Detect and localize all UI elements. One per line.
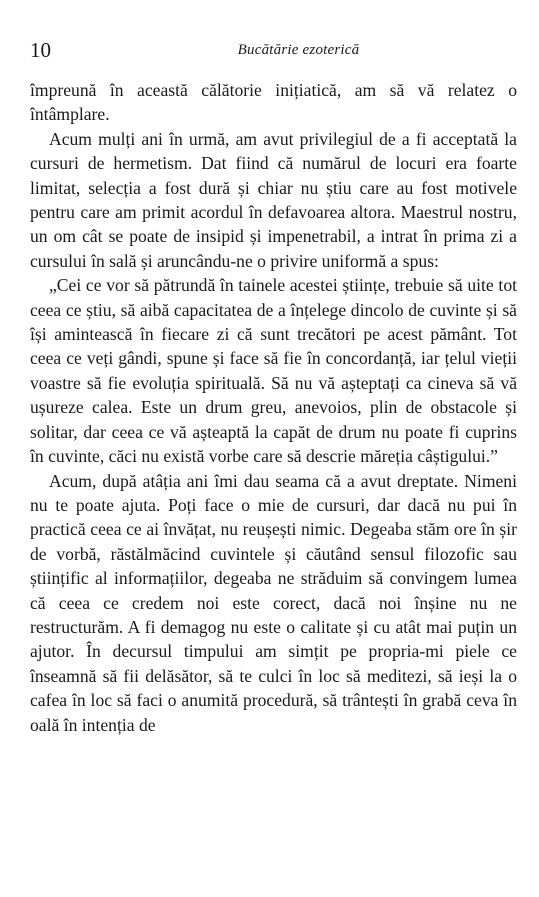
- paragraph-continued: împreună în această călătorie inițiatică, am să vă relatez o întâmplare.: [30, 80, 517, 125]
- book-title: Bucătărie ezoterică: [237, 42, 360, 58]
- paragraph: Acum, după atâția ani îmi dau seama că a avut dreptate. Nimeni nu te poate ajuta. Poți face o mie de cursuri, dar dacă nu pui în practică ceea ce ai învățat, nu reușești nimic. Degeaba stăm ore în șir de vorbă, răstălmăcind cuvintele și căutând sensul filozofic sau științific al informațiilor, degeaba ne străduim să convingem lumea că ceea ce credem noi este corect, dacă noi înșine nu ne restructurăm. A fi demagog nu este o calitate și cu atât mai puțin un ajutor. În decursul timpului am simțit pe propria-mi piele ce înseamnă să fii delăsător, să te culci în loc să meditezi, să ieși la o cafea în loc să faci o anumită procedură, să trântești în grabă ceva în oală în intenția de: [30, 470, 517, 735]
- page-number: 10: [30, 38, 51, 62]
- body-text: [30, 78, 517, 737]
- book-page: [30, 38, 517, 737]
- paragraph: Acum mulți ani în urmă, am avut privilegiul de a fi acceptată la cursuri de hermetism. Dat fiind că numărul de locuri era foarte limitat, selecția a fost dură și chiar nu știu care au fost motivele pentru care am primit acordul în defavoarea altora. Maestrul nostru, un om cât se poate de insipid și impenetrabil, a intrat în prima zi a cursului în sală și aruncându-ne o privire uniformă a spus:: [30, 128, 517, 271]
- running-header: [30, 38, 517, 68]
- paragraph-quote: „Cei ce vor să pătrundă în tainele acestei științe, trebuie să uite tot ceea ce știu, să aibă capacitatea de a înțelege dincolo de cuvinte și să își amintească în fiecare zi că sunt trecători pe acest pământ. Tot ceea ce veți gândi, spune și face să fie în concordanță, iar țelul vieții voastre să fie evoluția spirituală. Să nu vă așteptați ca cineva să vă ușureze calea. Este un drum greu, anevoios, plin de obstacole și solitar, dar ceea ce vă așteaptă la capăt de drum nu poate fi cuprins în cuvinte, căci nu există vorbe care să descrie măreția câștigului.”: [30, 275, 517, 467]
